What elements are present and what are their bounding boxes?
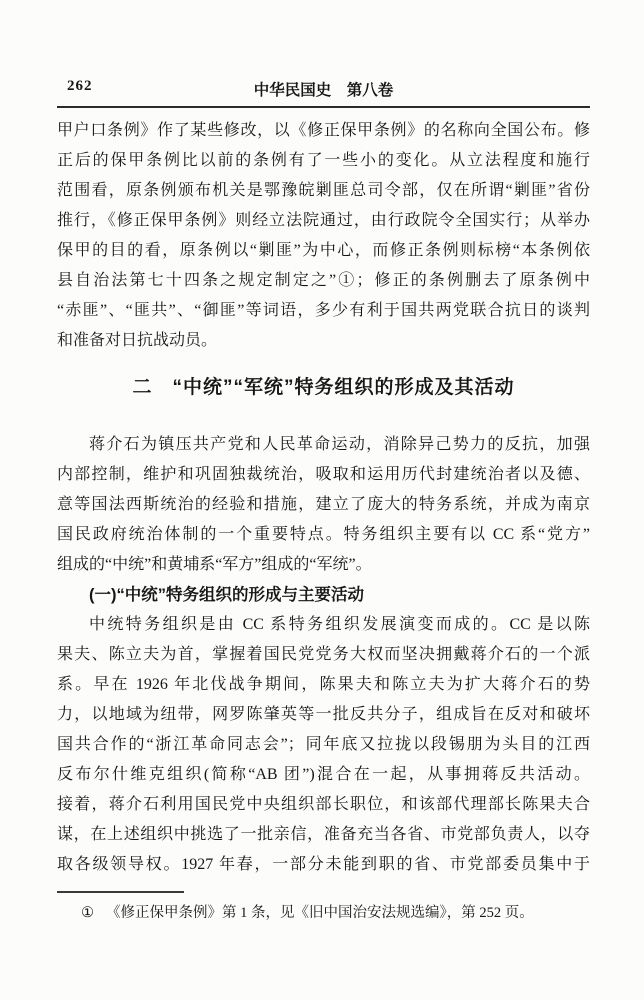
text-line: 果夫、陈立夫为首，掌握着国民党党务大权而坚决拥戴蒋介石的一个派 (57, 646, 590, 663)
text-line: 推行，《修正保甲条例》则经立法院通过，由行政院令全国实行；从举办 (57, 212, 590, 229)
footnote-marker: ① (81, 905, 94, 921)
text-line: 保甲的目的看，原条例以“剿匪”为中心，而修正条例则标榜“本条例依 (57, 242, 590, 259)
text-line: 谋，在上述组织中挑选了一批亲信，准备充当各省、市党部负责人，以夺 (57, 826, 590, 843)
section-heading: 二 “中统”“军统”特务组织的形成及其活动 (132, 377, 515, 398)
text-line: 力，以地域为纽带，网罗陈肇英等一批反共分子，组成旨在反对和破坏 (57, 706, 590, 723)
paragraph-1 (57, 116, 590, 356)
text-line: 范围看，原条例颁布机关是鄂豫皖剿匪总司令部，仅在所谓“剿匪”省份 (57, 182, 590, 199)
page-number: 262 (67, 78, 93, 94)
text-line: “赤匪”、“匪共”、“御匪”等词语，多少有利于国共两党联合抗日的谈判 (57, 302, 590, 319)
header-rule (57, 106, 590, 108)
text-line: 取各级领导权。1927 年春，一部分未能到职的省、市党部委员集中于 (57, 856, 590, 873)
sub-heading: (一)“中统”特务组织的形成与主要活动 (89, 586, 364, 604)
running-header (57, 78, 590, 98)
text-line: 反布尔什维克组织(简称“AB 团”)混合在一起，从事拥蒋反共活动。 (57, 766, 590, 783)
text-line: 和准备对日抗战动员。 (57, 332, 218, 349)
text-line: 组成的“中统”和黄埔系“军方”组成的“军统”。 (57, 556, 372, 573)
text-line: 中统特务组织是由 CC 系特务组织发展演变而成的。CC 是以陈 (89, 616, 590, 633)
text-line: 县自治法第七十四条之规定制定之”①；修正的条例删去了原条例中 (57, 272, 590, 289)
text-line: 甲户口条例》作了某些修改，以《修正保甲条例》的名称向全国公布。修 (57, 122, 590, 139)
paragraph-3 (57, 610, 590, 880)
page-body (57, 116, 590, 924)
text-line: 接着，蒋介石利用国民党中央组织部长职位，和该部代理部长陈果夫合 (57, 796, 590, 813)
text-line: 意等国法西斯统治的经验和措施，建立了庞大的特务系统，并成为南京 (57, 496, 590, 513)
text-line: 内部控制，维护和巩固独裁统治，吸取和运用历代封建统治者以及德、 (57, 466, 590, 483)
footnote-rule (57, 891, 184, 893)
footnote-text: 《修正保甲条例》第 1 条，见《旧中国治安法规选编》，第 252 页。 (106, 905, 534, 921)
text-line: 正后的保甲条例比以前的条例有了一些小的变化。从立法程度和施行 (57, 152, 590, 169)
text-line: 蒋介石为镇压共产党和人民革命运动，消除异己势力的反抗，加强 (89, 436, 590, 453)
text-line: 系。早在 1926 年北伐战争期间，陈果夫和陈立夫为扩大蒋介石的势 (57, 676, 590, 693)
book-title: 中华民国史 第八卷 (253, 82, 394, 99)
text-line: 国民政府统治体制的一个重要特点。特务组织主要有以 CC 系“党方” (57, 526, 590, 543)
text-line: 国共合作的“浙江革命同志会”；同年底又拉拢以段锡朋为头目的江西 (57, 736, 590, 753)
paragraph-2 (57, 430, 590, 580)
footnote (57, 902, 590, 924)
